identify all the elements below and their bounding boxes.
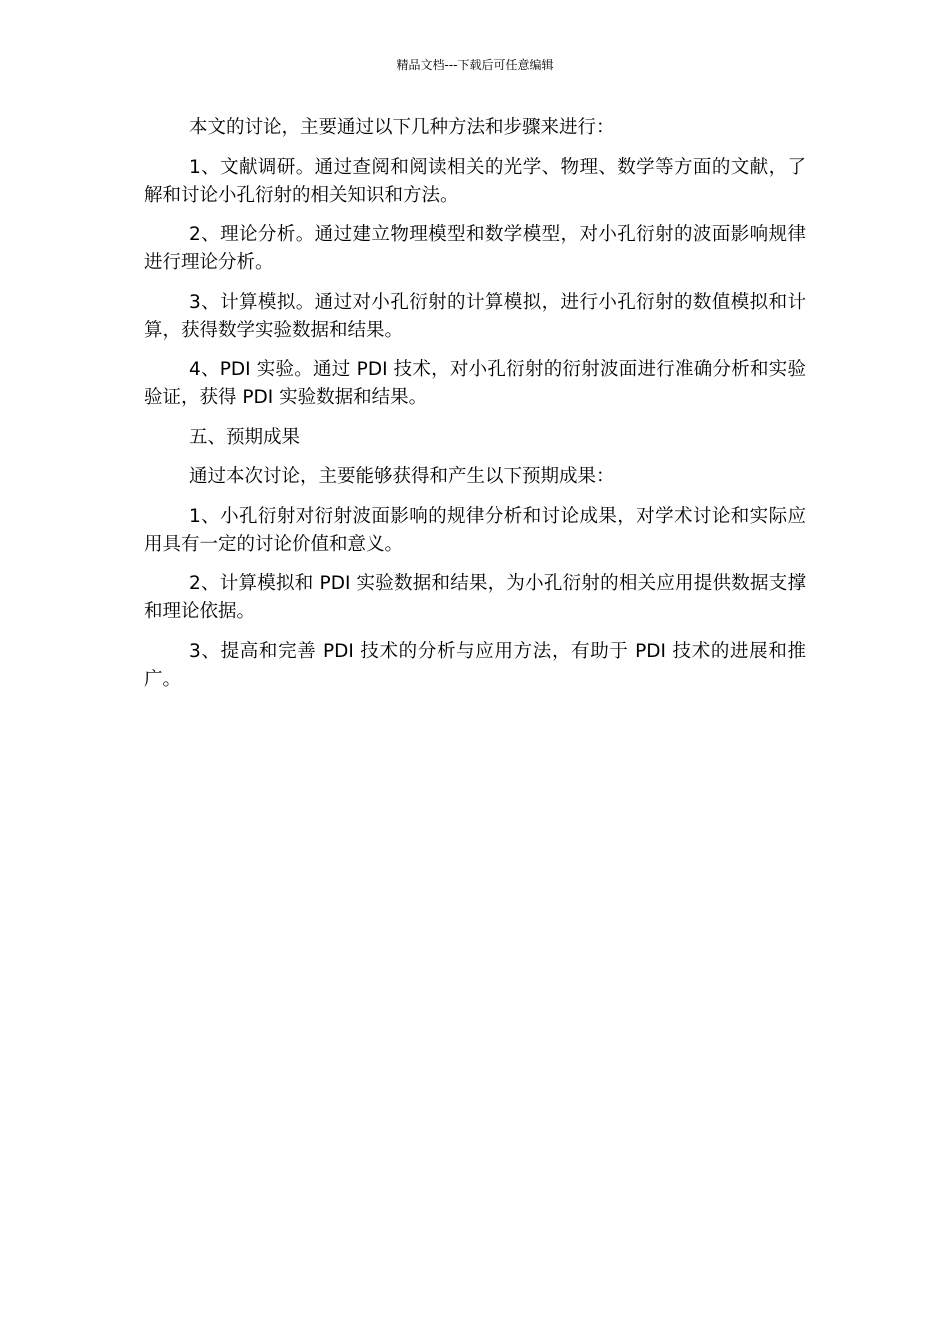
- section-heading-expected-results: 五、预期成果: [189, 426, 301, 448]
- method-item-1: 1、文献调研。通过查阅和阅读相关的光学、物理、数学等方面的文献，了解和讨论小孔衍射的相关知识和方法。: [144, 156, 806, 206]
- method-item-3: 3、计算模拟。通过对小孔衍射的计算模拟，进行小孔衍射的数值模拟和计算，获得数学实验数据和结果。: [144, 291, 806, 341]
- intro-paragraph: 本文的讨论，主要通过以下几种方法和步骤来进行：: [189, 117, 615, 138]
- method-item-2: 2、理论分析。通过建立物理模型和数学模型，对小孔衍射的波面影响规律进行理论分析。: [144, 224, 806, 273]
- method-item-4: 4、PDI 实验。通过 PDI 技术，对小孔衍射的衍射波面进行准确分析和实验验证，获得 PDI 实验数据和结果。: [144, 359, 806, 408]
- document-body: [144, 114, 806, 705]
- result-item-3: 3、提高和完善 PDI 技术的分析与应用方法，有助于 PDI 技术的进展和推广。: [144, 640, 806, 690]
- page-header: 精品文档---下载后可任意编辑: [396, 58, 554, 72]
- result-item-2: 2、计算模拟和 PDI 实验数据和结果，为小孔衍射的相关应用提供数据支撑和理论依据。: [144, 573, 806, 622]
- results-intro-paragraph: 通过本次讨论，主要能够获得和产生以下预期成果：: [189, 466, 615, 487]
- result-item-1: 1、小孔衍射对衍射波面影响的规律分析和讨论成果，对学术讨论和实际应用具有一定的讨论价值和意义。: [144, 505, 806, 555]
